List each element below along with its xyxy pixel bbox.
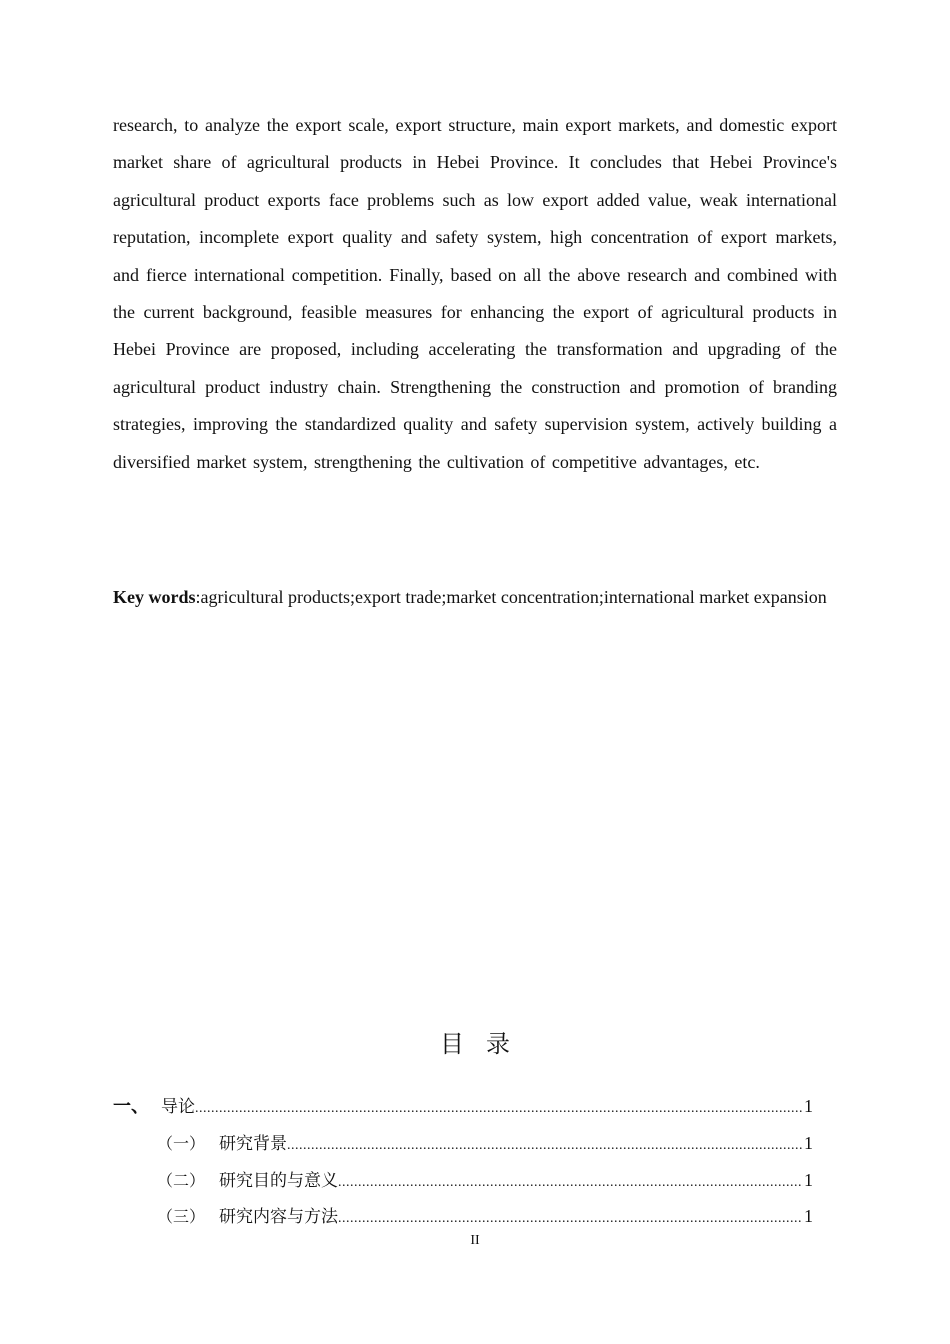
toc-entry-title: 导论: [161, 1097, 195, 1117]
toc-entry-page: 1: [804, 1096, 813, 1116]
toc-entry-page: 1: [804, 1206, 813, 1226]
abstract-paragraph: research, to analyze the export scale, export structure, main export markets, and domestic export market share of agricultural products in Hebei Province. It concludes that Hebei Province's agricultural product exports face problems such as low export added value, weak international reputation, incomplete export quality and safety system, high concentration of export markets, and fierce international competition. Finally, based on all the above research and combined with the current background, feasible measures for enhancing the export of agricultural products in Hebei Province are proposed, including accelerating the transformation and upgrading of the agricultural product industry chain. Strengthening the construction and promotion of branding strategies, improving the standardized quality and safety supervision system, actively building a diversified market system, strengthening the cultivation of competitive advantages, etc.: [113, 115, 837, 472]
toc-entry-number: （二）: [157, 1171, 206, 1190]
toc-entry-title: 研究目的与意义: [219, 1171, 338, 1191]
toc-entry-number: （三）: [157, 1207, 206, 1226]
toc-entry-introduction[interactable]: [113, 1092, 813, 1118]
toc-title: 目录: [440, 1030, 532, 1058]
toc-entry-number: （一）: [157, 1134, 206, 1153]
toc-entry-page: 1: [804, 1133, 813, 1153]
toc-dot-leader: [195, 1101, 803, 1117]
toc-dot-leader: [338, 1211, 803, 1227]
toc-dot-leader: [287, 1138, 803, 1154]
toc-entry-background[interactable]: [157, 1129, 813, 1155]
toc-entry-title: 研究背景: [219, 1134, 287, 1154]
page-number: II: [470, 1233, 480, 1248]
toc-dot-leader: [338, 1175, 803, 1191]
toc-entry-number: 一、: [113, 1096, 149, 1117]
keywords-label: Key words: [113, 587, 196, 607]
keywords-text: :agricultural products;export trade;market concentration;international market expansion: [195, 587, 827, 607]
toc-entry-title: 研究内容与方法: [219, 1207, 338, 1227]
toc-entry-page: 1: [804, 1170, 813, 1190]
keywords-line: [113, 585, 837, 610]
toc-entry-content-methods[interactable]: [157, 1202, 813, 1228]
toc-entry-purpose[interactable]: [157, 1166, 813, 1192]
